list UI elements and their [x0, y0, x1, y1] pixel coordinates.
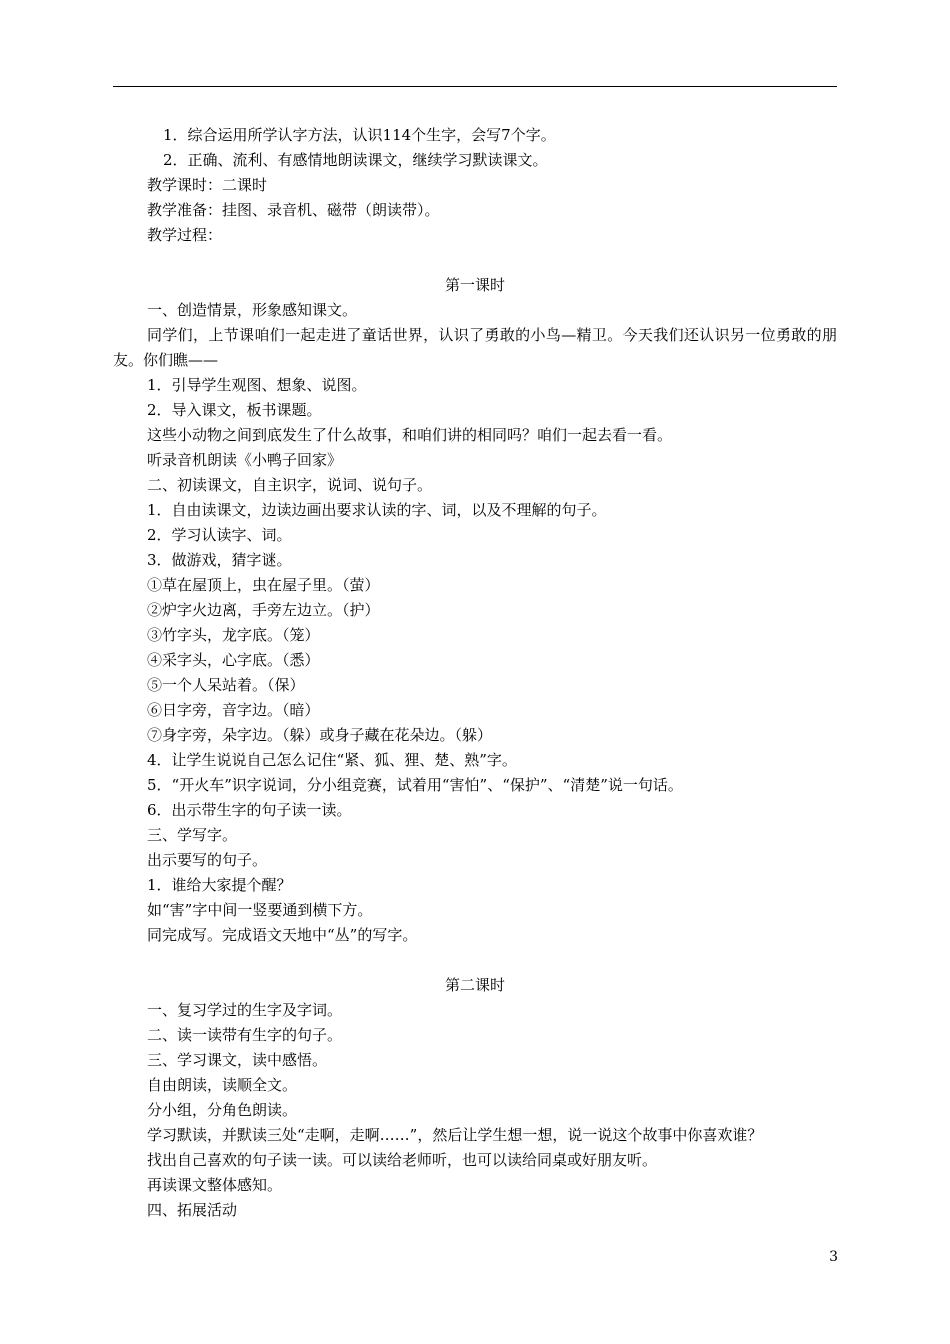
teaching-preparation: 教学准备：挂图、录音机、磁带（朗读带）。: [147, 201, 440, 219]
riddle-2: ②炉字火边离，手旁左边立。（护）: [147, 601, 380, 619]
lesson-1-line: 同学们，上节课咱们一起走进了童话世界，认识了勇敢的小鸟—精卫。今天我们还认识另一位勇敢的朋友。你们瞧——: [113, 326, 837, 369]
page-number: 3: [829, 1249, 838, 1265]
spacer: [113, 248, 837, 273]
lesson-1-line: 2．学习认读字、词。: [147, 526, 292, 544]
lesson-1-line: 听录音机朗读《小鸭子回家》: [147, 451, 343, 469]
lesson-1-line: 4．让学生说说自己怎么记住“紧、狐、狸、楚、熟”字。: [147, 751, 517, 769]
teaching-hours: 教学课时：二课时: [147, 176, 268, 194]
lesson-1-line: 二、初读课文，自主识字，说词、说句子。: [147, 476, 433, 494]
riddle-3: ③竹字头，龙字底。（笼）: [147, 626, 320, 644]
lesson-1-line: 3．做游戏，猜字谜。: [147, 551, 292, 569]
lesson-2-title: 第二课时: [444, 976, 505, 994]
lesson-2-line: 学习默读，并默读三处“走啊，走啊……”，然后让学生想一想，说一说这个故事中你喜欢谁？: [147, 1126, 763, 1144]
lesson-1-line: 1．谁给大家提个醒？: [147, 876, 292, 894]
lesson-1-line: 三、学写字。: [147, 826, 238, 844]
lesson-2-line: 一、复习学过的生字及字词。: [147, 1001, 343, 1019]
objective-2: 2．正确、流利、有感情地朗读课文，继续学习默读课文。: [163, 151, 548, 169]
lesson-1-line: 6．出示带生字的句子读一读。: [147, 801, 352, 819]
lesson-2-line: 分小组，分角色朗读。: [147, 1101, 298, 1119]
lesson-1-line: 5．“开火车”识字说词，分小组竞赛，试着用“害怕”、“保护”、“清楚”说一句话。: [147, 776, 683, 794]
lesson-1-line: 同完成写。完成语文天地中“丛”的写字。: [147, 926, 418, 944]
lesson-1-line: 如“害”字中间一竖要通到横下方。: [147, 901, 373, 919]
lesson-1-line: 出示要写的句子。: [147, 851, 268, 869]
lesson-1-line: 2．导入课文，板书课题。: [147, 401, 322, 419]
spacer: [113, 948, 837, 973]
teaching-process-label: 教学过程：: [147, 226, 223, 244]
lesson-2-line: 四、拓展活动: [147, 1201, 238, 1219]
objective-1: 1．综合运用所学认字方法，认识114个生字，会写7个字。: [163, 126, 556, 144]
riddle-4: ④采字头，心字底。（悉）: [147, 651, 320, 669]
riddle-5: ⑤一个人呆站着。（保）: [147, 676, 305, 694]
lesson-1-line: 这些小动物之间到底发生了什么故事，和咱们讲的相同吗？咱们一起去看一看。: [147, 426, 673, 444]
riddle-6: ⑥日字旁，音字边。（暗）: [147, 701, 320, 719]
lesson-2-line: 找出自己喜欢的句子读一读。可以读给老师听，也可以读给同桌或好朋友听。: [147, 1151, 658, 1169]
header-rule: [113, 86, 837, 87]
lesson-2-line: 再读课文整体感知。: [147, 1176, 283, 1194]
lesson-1-line: 1．自由读课文，边读边画出要求认读的字、词，以及不理解的句子。: [147, 501, 607, 519]
lesson-1-line: 一、创造情景，形象感知课文。: [147, 301, 358, 319]
riddle-1: ①草在屋顶上，虫在屋子里。（萤）: [147, 576, 380, 594]
lesson-2-line: 三、学习课文，读中感悟。: [147, 1051, 328, 1069]
lesson-1-line: 1．引导学生观图、想象、说图。: [147, 376, 367, 394]
document-body: [113, 123, 837, 1223]
riddle-7: ⑦身字旁，朵字边。（躲）或身子藏在花朵边。（躲）: [147, 726, 493, 744]
lesson-2-line: 自由朗读，读顺全文。: [147, 1076, 298, 1094]
lesson-1-title: 第一课时: [444, 276, 505, 294]
lesson-2-line: 二、读一读带有生字的句子。: [147, 1026, 343, 1044]
